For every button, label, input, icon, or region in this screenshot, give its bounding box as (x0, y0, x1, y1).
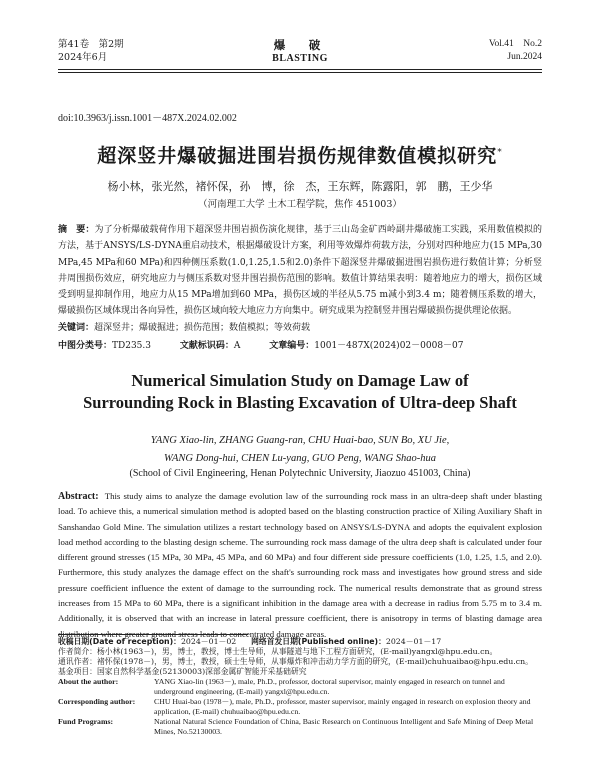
volume-issue-en: Vol.41 No.2 (488, 39, 542, 49)
clc-label: 中图分类号： (58, 341, 113, 351)
corresponding-author-en (58, 697, 542, 717)
authors-cn: 杨小林，张光然，褚怀保，孙 博，徐 杰，王东辉，陈露阳，郭 鹏，王少华 (107, 180, 493, 193)
author-bio-en (58, 677, 542, 697)
keywords-cn-label: 关键词： (58, 323, 95, 333)
journal-name-cn: 爆 破 (273, 38, 327, 52)
corr-text: CHU Huai-bao (1978－), male, Ph.D., professor, master supervisor, mainly engaged in research on explosion theory and application, (E-mail) chuhuaibao@hpu.edu.cn. (154, 697, 531, 716)
affiliation-en: (School of Civil Engineering, Henan Polytechnic University, Jiaozuo 451003, China) (129, 468, 471, 479)
running-header (0, 38, 600, 68)
abstract-cn-label: 摘 要： (58, 225, 95, 235)
fund-text: National Natural Science Foundation of China, Basic Research on Continuous Intelligent and Safe Mining of Deep Metal Mines, No.52130003. (154, 717, 534, 736)
doc-code-label: 文献标识码： (179, 341, 234, 351)
title-cn (0, 141, 600, 168)
received-label: 收稿日期(Date of reception)： (58, 637, 181, 646)
title-en (0, 370, 600, 414)
authors-en-line1: YANG Xiao-lin, ZHANG Guang-ran, CHU Huai-bao, SUN Bo, XU Jie, (150, 435, 450, 446)
header-rule-top (58, 69, 542, 70)
authors-en (0, 432, 600, 468)
header-right (489, 38, 542, 64)
journal-name-en: BLASTING (272, 53, 328, 64)
corresponding-author-cn: 通讯作者：褚怀保(1978－)，男，博士，教授，硕士生导师，从事爆炸和冲击动力学方面的研究，(E-mail)chuhuaibao@hpu.edu.cn。 (58, 657, 533, 666)
dates-line (58, 637, 542, 647)
footnotes (58, 637, 542, 737)
about-text: YANG Xiao-lin (1963－), male, Ph.D., professor, doctoral supervisor, mainly engaged in research on tunnel and underground engineering, (E-mail) yangxl@hpu.edu.cn. (154, 677, 505, 696)
article-no-field (269, 341, 463, 351)
title-cn-text: 超深竖井爆破掘进围岩损伤规律数值模拟研究 (97, 145, 498, 167)
doc-code-value: A (233, 341, 241, 351)
volume-issue-cn: 第41卷 第2期 (58, 39, 124, 50)
online-date: 2024－01－17 (385, 637, 442, 646)
affiliation-cn: （河南理工大学 土木工程学院，焦作 451003） (198, 199, 402, 210)
abstract-en-label: Abstract: (58, 491, 99, 502)
title-en-line2: Surrounding Rock in Blasting Excavation of Ultra-deep Shaft (83, 393, 517, 412)
date-cn: 2024年6月 (58, 52, 108, 63)
article-no-label: 文章编号： (269, 341, 315, 351)
title-en-line1: Numerical Simulation Study on Damage Law of (131, 371, 469, 390)
corr-label: Corresponding author: (58, 697, 136, 706)
online-label: 网络首发日期(Published online)： (251, 637, 386, 646)
doi[interactable]: doi:10.3963/j.issn.1001－487X.2024.02.002 (58, 113, 237, 124)
keywords-cn (58, 320, 542, 333)
fund-label: Fund Programs: (58, 717, 114, 726)
article-no-value: 1001－487X(2024)02－0008－07 (314, 341, 464, 351)
doc-code-field (180, 341, 241, 351)
classification-row (58, 338, 542, 351)
fund-cn: 基金项目：国家自然科学基金(52130003)深部金属矿智能开采基础研究 (58, 667, 307, 676)
abstract-en-text: This study aims to analyze the damage evolution law of the surrounding rock mass in an ultra-deep shaft under blasting load. To achieve this, a numerical simulation method is adopted based on the blasting construction practice of Xiling Auxiliary Shaft in Sanshandao Gold Mine. The simulation utilizes a restart technology based on ANSYS/LS-DYNA and adopts the equivalent explosion load method according to the blasting design scheme. The surrounding rock mass damage of the ultra deep shaft is calculated under four different ground stresses (15 MPa, 30 MPa, 45 MPa, and 60 MPa) and four different side pressure coefficients (1.0, 1.25, 1.5, and 2.0). Furthermore, this study analyzes the damage effect on the shaft's surrounding rock mass and investigates how ground stress and side pressure coefficient influence the extent of damage to the surrounding rock. The numerical results demonstrate that as ground stress increases from 15 MPa to 60 MPa, there is a significant inhibition in the damage area with a decrease in radius from 5.75 m to 3.4 m. Additionally, it is observed that with an increase in lateral pressure coefficient, there is anisotropy in terms of blasting damage area distribution where greater ground stress leads to concentrated damage areas. (58, 491, 542, 639)
about-label: About the author: (58, 677, 119, 686)
author-bio-cn: 作者简介：杨小林(1963－)，男，博士，教授，博士生导师，从事隧道与地下工程方面研究，(E-mail)yangxl@hpu.edu.cn。 (58, 647, 498, 656)
header-rule-bottom (58, 72, 542, 73)
clc-field (58, 341, 151, 351)
received-date: 2024－01－02 (180, 637, 237, 646)
keywords-cn-text: 超深竖井；爆破掘进；损伤范围；数值模拟；等效荷载 (94, 323, 311, 333)
authors-en-line2: WANG Dong-hui, CHEN Lu-yang, GUO Peng, WANG Shao-hua (163, 453, 437, 464)
date-en: Jun.2024 (507, 52, 542, 62)
clc-value: TD235.3 (112, 341, 151, 351)
title-footnote-mark: * (497, 147, 503, 158)
fund-en (58, 717, 542, 737)
abstract-cn (58, 222, 542, 320)
footnote-rule (58, 634, 248, 635)
abstract-en (58, 489, 542, 642)
abstract-cn-text: 为了分析爆破载荷作用下超深竖井围岩损伤演化规律，基于三山岛金矿西岭副井爆破施工实践，采用数值模拟的方法，基于ANSYS/LS-DYNA重启动技术，根据爆破设计方案，利用等效爆炸荷载方法，分别对四种地应力(15 MPa,30 MPa,45 MPa和60 MPa)和四种侧压系数(1.0,1.25,1.5和2.0)条件下超深竖井爆破掘进围岩损伤进行数值计算；分析竖井周围损伤效应，研究地应力与侧压系数对竖井围岩损伤范围的影响。数值计算结果表明：随着地应力的增大，损伤区域受到明显抑制作用，地应力从15 MPa增加到60 MPa，损伤区域的半径从5.75 m减小到3.4 m；随着侧压系数的增大，爆破损伤区域体现出各向异性，损伤区域向较大地应力方向集中。研究成果为控制竖井围岩爆破损伤提供理论依据。 (58, 225, 542, 317)
